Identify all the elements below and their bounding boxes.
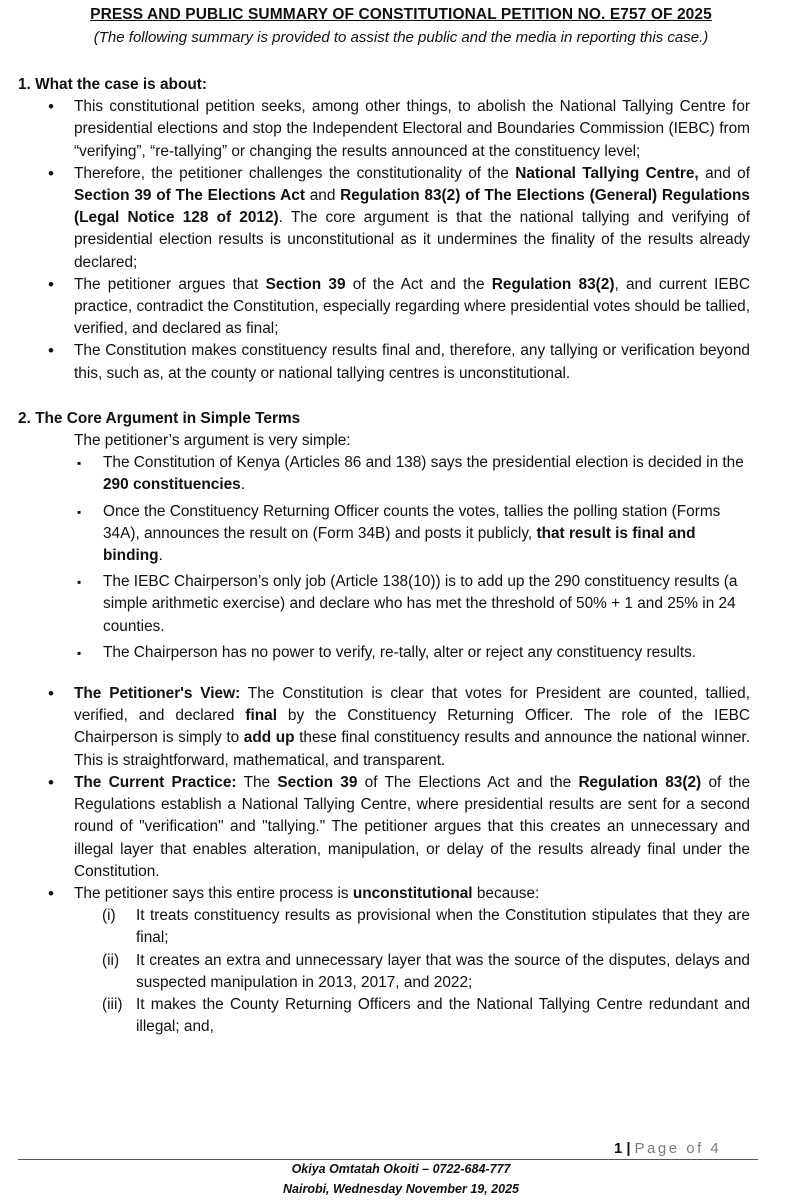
- text-run: and: [304, 187, 341, 205]
- text-run: of The Elections Act and the: [357, 773, 579, 791]
- bold-run: final: [245, 707, 277, 725]
- square-bullet-2: [103, 501, 750, 568]
- text-run: . The core argument is that the national tallying and verifying of presidential election results is unconstitutional as it undermines the finality of the results already declared;: [74, 209, 750, 271]
- text-run: of the Act and the: [345, 275, 492, 293]
- section-2-heading: 2. The Core Argument in Simple Terms: [18, 409, 301, 427]
- text-run: The Constitution is clear that votes for President are counted, tallied, verified, and declared: [74, 685, 750, 725]
- bold-run: that result is final and binding: [103, 524, 696, 565]
- reason-number: (ii): [102, 951, 120, 969]
- bold-run: Regulation 83(2): [491, 275, 615, 293]
- reason-number: (iii): [102, 995, 123, 1013]
- section-2-intro: The petitioner’s argument is very simple:: [74, 432, 351, 450]
- reason-number: (i): [102, 907, 116, 925]
- reason-text: It makes the County Returning Officers and the National Tallying Centre redundant and illegal; and,: [136, 995, 750, 1036]
- reason-item: [102, 905, 750, 949]
- text-run: of the Regulations establish a National Tallying Centre, where presidential results are sent for a second round of "verification" and "tallying." The petitioner argues that this creates an unnecessary and illegal layer that enables alteration, manipulation, or delay of the results already final under the Constitution.: [74, 773, 751, 880]
- bold-run: Section 39 of The Elections Act: [74, 187, 305, 205]
- section-1-bullet-1: • This constitutional petition seeks, among other things, to abolish the National Tallying Centre for presidential elections and stop the Independent Electoral and Boundaries Commission (IEBC) from “verifying”, “re-tallying” or changing the results announced at the constituency level;: [74, 96, 750, 163]
- text-run: .: [240, 476, 246, 494]
- footer-place-date: Nairobi, Wednesday November 19, 2025: [283, 1182, 519, 1196]
- section-1-bullet-3: [74, 274, 750, 341]
- bold-run: Regulation 83(2) of The Elections (General) Regulations (Legal Notice 128 of 2012): [74, 187, 750, 227]
- bold-run: Section 39: [265, 275, 346, 293]
- current-practice-bullet: [74, 772, 750, 883]
- text-run: .: [158, 547, 163, 565]
- text-run: The petitioner says this entire process is: [74, 884, 353, 902]
- square-bullet-4: ▪ The Chairperson has no power to verify, re-tally, alter or reject any constituency results.: [103, 642, 750, 664]
- petitioner-view-bullet: [74, 683, 750, 772]
- unconstitutional-bullet: [74, 883, 750, 1038]
- reason-item: [102, 994, 750, 1038]
- text-run: by the Constituency Returning Officer. The role of the IEBC Chairperson is simply to: [74, 707, 750, 747]
- page-number-text: Page of 4: [634, 1140, 722, 1157]
- bold-run: The Current Practice:: [74, 773, 237, 791]
- page-number: [614, 1140, 721, 1157]
- bold-run: National Tallying Centre,: [515, 164, 699, 182]
- text-run: The Constitution of Kenya (Articles 86 and 138) says the presidential election is decided in the: [103, 454, 744, 472]
- section-1-bullet-2: [74, 163, 750, 274]
- bold-run: Regulation 83(2): [578, 773, 702, 791]
- footer-author: Okiya Omtatah Okoiti – 0722-684-777: [291, 1162, 511, 1176]
- footer-divider: [18, 1159, 758, 1160]
- reason-item: [102, 950, 750, 994]
- text-run: Once the Constituency Returning Officer counts the votes, tallies the polling station (Forms 34A), announces the result on (Form 34B) and posts it publicly,: [103, 502, 721, 542]
- bold-run: add up: [243, 729, 295, 747]
- bold-run: unconstitutional: [352, 884, 473, 902]
- bold-run: The Petitioner's View:: [74, 685, 241, 703]
- section-2-bullet-list: [18, 683, 750, 1038]
- square-bullet-1: [103, 452, 750, 496]
- text-run: The petitioner argues that: [74, 275, 266, 293]
- section-1-list: [18, 96, 750, 385]
- bold-run: 290 constituencies: [103, 476, 241, 494]
- reason-text: It treats constituency results as provisional when the Constitution stipulates that they are final;: [136, 907, 750, 947]
- spacer: [18, 668, 750, 683]
- document-body: [18, 74, 750, 1038]
- text-run: because:: [472, 884, 540, 902]
- reasons-list: [74, 905, 750, 1038]
- section-1-bullet-4: • The Constitution makes constituency results final and, therefore, any tallying or verification beyond this, such as, at the county or national tallying centres is unconstitutional.: [74, 340, 750, 384]
- document-subtitle: (The following summary is provided to assist the public and the media in reporting this case.): [93, 29, 709, 46]
- text-run: , and current IEBC practice, contradict the Constitution, especially regarding where presidential votes should be tallied, verified, and declared as final;: [74, 275, 751, 338]
- text-run: Therefore, the petitioner challenges the constitutionality of the: [74, 164, 516, 182]
- text-run: these final constituency results and announce the national winner. This is straightforward, mathematical, and transparent.: [74, 729, 750, 769]
- text-run: The: [236, 773, 278, 791]
- square-bullet-3: ▪ The IEBC Chairperson’s only job (Article 138(10)) is to add up the 290 constituency results (a simple arithmetic exercise) and declare who has met the threshold of 50% + 1 and 25% in 24 counties.: [103, 571, 750, 638]
- section-2-square-list: [18, 452, 750, 664]
- page-number-separator: |: [626, 1140, 631, 1157]
- page-number-value: 1: [614, 1140, 623, 1157]
- reason-text: It creates an extra and unnecessary layer that was the source of the disputes, delays and suspected manipulation in 2013, 2017, and 2022;: [136, 951, 750, 991]
- document-title: PRESS AND PUBLIC SUMMARY OF CONSTITUTIONAL PETITION NO. E757 OF 2025: [90, 6, 712, 23]
- section-1-heading: 1. What the case is about:: [18, 76, 208, 93]
- text-run: and of: [698, 164, 750, 182]
- bold-run: Section 39: [277, 773, 358, 791]
